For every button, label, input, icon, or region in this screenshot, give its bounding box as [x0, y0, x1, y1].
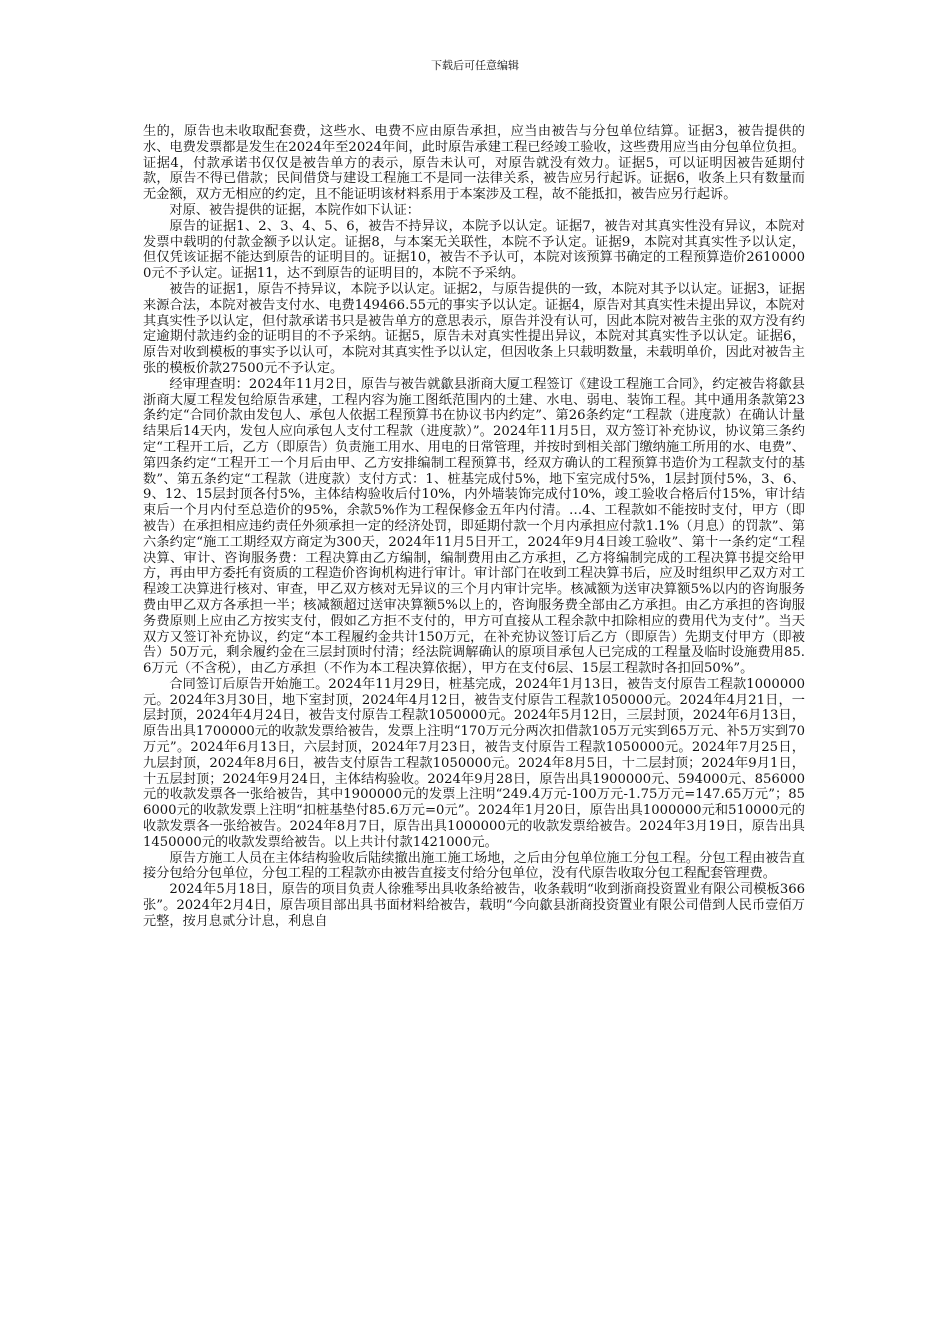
paragraph: 被告的证据1，原告不持异议，本院予以认定。证据2，与原告提供的一致，本院对其予以认定。证据3，证据来源合法，本院对被告支付水、电费149466.55元的事实予以认定。证据4，原告对其真实性未提出异议，本院对其真实性予以认定，但付款承诺书只是被告单方的意思表示，原告并没有认可，因此本院对被告主张的双方没有约定逾期付款违约金的证明目的不予采纳。证据5，原告未对真实性提出异议，本院对其真实性予以认定。证据6，原告对收到模板的事实予以认可，本院对其真实性予以认定，但因收条上只载明数量，未载明单价，因此对被告主张的模板价款27500元不予认定。 [143, 281, 805, 376]
paragraph: 经审理查明：2024年11月2日，原告与被告就歙县浙商大厦工程签订《建设工程施工合同》，约定被告将歙县浙商大厦工程发包给原告承建，工程内容为施工图纸范围内的土建、水电、弱电、装饰工程。其中通用条款第23条约定“合同价款由发包人、承包人依据工程预算书在协议书内约定”、第26条约定“工程款（进度款）在确认计量结果后14天内，发包人应向承包人支付工程款（进度款）”。2024年11月5日，双方签订补充协议，协议第三条约定“工程开工后，乙方（即原告）负责施工用水、用电的日常管理，并按时到相关部门缴纳施工所用的水、电费”、第四条约定“工程开工一个月后由甲、乙方安排编制工程预算书，经双方确认的工程预算书造价为工程款支付的基数”、第五条约定“工程款（进度款）支付方式：1、桩基完成付5%，地下室完成付5%，1层封顶付5%，3、6、9、12、15层封顶各付5%，主体结构验收后付10%，内外墙装饰完成付10%，竣工验收合格后付15%，审计结束后一个月内付至总造价的95%，余款5%作为工程保修金五年内付清。…4、工程款如不能按时支付，甲方（即被告）在承担相应违约责任外须承担一定的经济处罚，即延期付款一个月内承担应付款1.1%（月息）的罚款”、第六条约定“施工工期经双方商定为300天，2024年11月5日开工，2024年9月4日竣工验收”、第十一条约定“工程决算、审计、咨询服务费：工程决算由乙方编制，编制费用由乙方承担，乙方将编制完成的工程决算书提交给甲方，再由甲方委托有资质的工程造价咨询机构进行审计。审计部门在收到工程决算书后，应及时组织甲乙双方对工程竣工决算进行核对、审查，甲乙双方核对无异议的三个月内审计完毕。核减额为送审决算额5%以内的咨询服务费由甲乙双方各承担一半；核减额超过送审决算额5%以上的，咨询服务费全部由乙方承担。由乙方承担的咨询服务费原则上应由乙方按实支付，假如乙方拒不支付的，甲方可直接从工程余款中扣除相应的费用代为支付”。当天双方又签订补充协议，约定“本工程履约金共计150万元，在补充协议签订后乙方（即原告）先期支付甲方（即被告）50万元，剩余履约金在三层封顶时付清；经法院调解确认的原项目承包人已完成的工程量及临时设施费用85.6万元（不含税），由乙方承担（不作为本工程决算依据），甲方在支付6层、15层工程款时各扣回50%”。 [143, 376, 805, 677]
paragraph: 生的，原告也未收取配套费，这些水、电费不应由原告承担，应当由被告与分包单位结算。证据3，被告提供的水、电费发票都是发生在2024年至2024年间，此时原告承建工程已经竣工验收，这些费用应当由分包单位负担。证据4，付款承诺书仅仅是被告单方的表示，原告未认可，对原告就没有效力。证据5，可以证明因被告延期付款，原告不得已借款；民间借贷与建设工程施工不是同一法律关系，被告应另行起诉。证据6，收条上只有数量而无金额，双方无相应的约定，且不能证明该材料系用于本案涉及工程，故不能抵扣，被告应另行起诉。 [143, 124, 805, 203]
paragraph: 原告的证据1、2、3、4、5、6，被告不持异议，本院予以认定。证据7，被告对其真实性没有异议，本院对发票中载明的付款金额予以认定。证据8，与本案无关联性，本院不予认定。证据9，本院对其真实性予以认定，但仅凭该证据不能达到原告的证明目的。证据10，被告不予认可，本院对该预算书确定的工程预算造价26100000元不予认定。证据11，达不到原告的证明目的，本院不予采纳。 [143, 218, 805, 282]
paragraph: 原告方施工人员在主体结构验收后陆续撤出施工施工场地，之后由分包单位施工分包工程。分包工程由被告直接分包给分包单位，分包工程的工程款亦由被告直接支付给分包单位，没有代原告收取分包工程配套管理费。 [143, 850, 805, 882]
paragraph: 2024年5月18日，原告的项目负责人徐雅琴出具收条给被告，收条载明“收到浙商投资置业有限公司模板366张”。2024年2月4日，原告项目部出具书面材料给被告，载明“今向歙县浙商投资置业有限公司借到人民币壹佰万元整，按月息贰分计息，利息自 [143, 882, 805, 929]
document-body [143, 124, 805, 930]
paragraph: 对原、被告提供的证据，本院作如下认证： [169, 202, 420, 218]
page-header: 下载后可任意编辑 [431, 59, 519, 72]
paragraph: 合同签订后原告开始施工。2024年11月29日，桩基完成，2024年1月13日，被告支付原告工程款1000000元。2024年3月30日，地下室封顶，2024年4月12日，被告支付原告工程款1050000元。2024年4月21日，一层封顶，2024年4月24日，被告支付原告工程款1050000元。2024年5月12日，三层封顶，2024年6月13日，原告出具1700000元的收款发票给被告，发票上注明“170万元分两次扣借款105万元实到65万元、补5万实到70万元”。2024年6月13日，六层封顶，2024年7月23日，被告支付原告工程款1050000元。2024年7月25日，九层封顶，2024年8月6日，被告支付原告工程款1050000元。2024年8月5日，十二层封顶；2024年9月1日，十五层封顶；2024年9月24日，主体结构验收。2024年9月28日，原告出具1900000元、594000元、856000元的收款发票各一张给被告，其中1900000元的发票上注明“249.4万元-100万元-1.75万元=147.65万元”；856000元的收款发票上注明“扣桩基垫付85.6万元=0元”。2024年1月20日，原告出具1000000元和510000元的收款发票各一张给被告。2024年8月7日，原告出具1000000元的收款发票给被告。2024年3月19日，原告出具1450000元的收款发票给被告。以上共计付款1421000元。 [143, 676, 805, 850]
